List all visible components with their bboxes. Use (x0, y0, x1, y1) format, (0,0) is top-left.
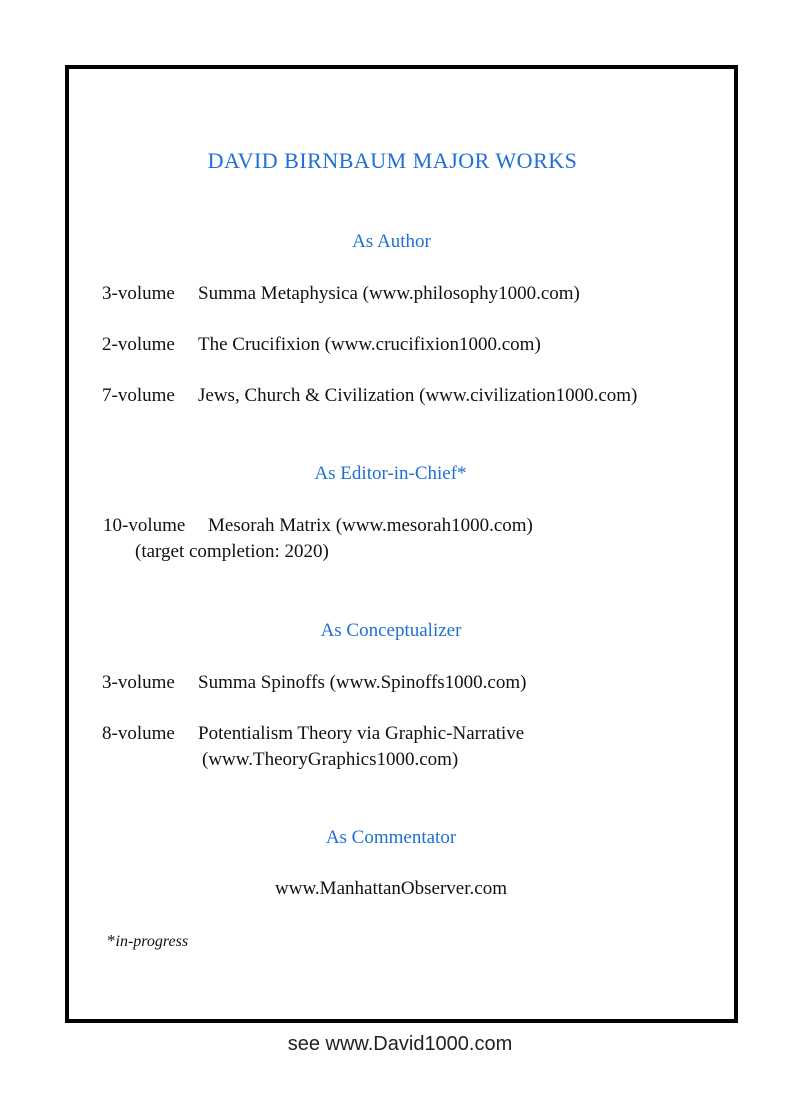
section-heading-editor: As Editor-in-Chief* (314, 463, 467, 484)
footnote-text: in-progress (115, 933, 189, 950)
page-title: DAVID BIRNBAUM MAJOR WORKS (207, 148, 578, 173)
work-subtitle: (www.TheoryGraphics1000.com) (202, 749, 459, 770)
section-heading-author: As Author (352, 231, 431, 252)
section-heading-commentator: As Commentator (325, 827, 457, 848)
work-title: Mesorah Matrix (www.mesorah1000.com) (208, 515, 533, 536)
work-item (102, 672, 175, 694)
work-title: The Crucifixion (www.crucifixion1000.com) (198, 334, 541, 355)
work-item (102, 283, 175, 305)
work-subtitle: (target completion: 2020) (135, 541, 329, 562)
work-item (102, 385, 175, 407)
footnote-marker: * (107, 931, 116, 950)
work-title: Potentialism Theory via Graphic-Narrative (198, 723, 525, 744)
volume-count: 2-volume (102, 334, 175, 355)
volume-count: 8-volume (102, 723, 175, 744)
work-title: Jews, Church & Civilization (www.civilization1000.com) (198, 385, 638, 406)
commentator-url: www.ManhattanObserver.com (275, 878, 507, 899)
volume-count: 3-volume (102, 283, 175, 304)
footnote (107, 931, 188, 951)
work-item (102, 723, 175, 745)
work-title: Summa Metaphysica (www.philosophy1000.com) (198, 283, 580, 304)
volume-count: 10-volume (103, 515, 186, 536)
work-item (103, 515, 185, 537)
work-item (102, 334, 175, 356)
footer-link: see www.David1000.com (287, 1033, 513, 1055)
volume-count: 3-volume (102, 672, 175, 693)
volume-count: 7-volume (102, 385, 175, 406)
section-heading-conceptualizer: As Conceptualizer (320, 620, 462, 641)
work-title: Summa Spinoffs (www.Spinoffs1000.com) (198, 672, 527, 693)
